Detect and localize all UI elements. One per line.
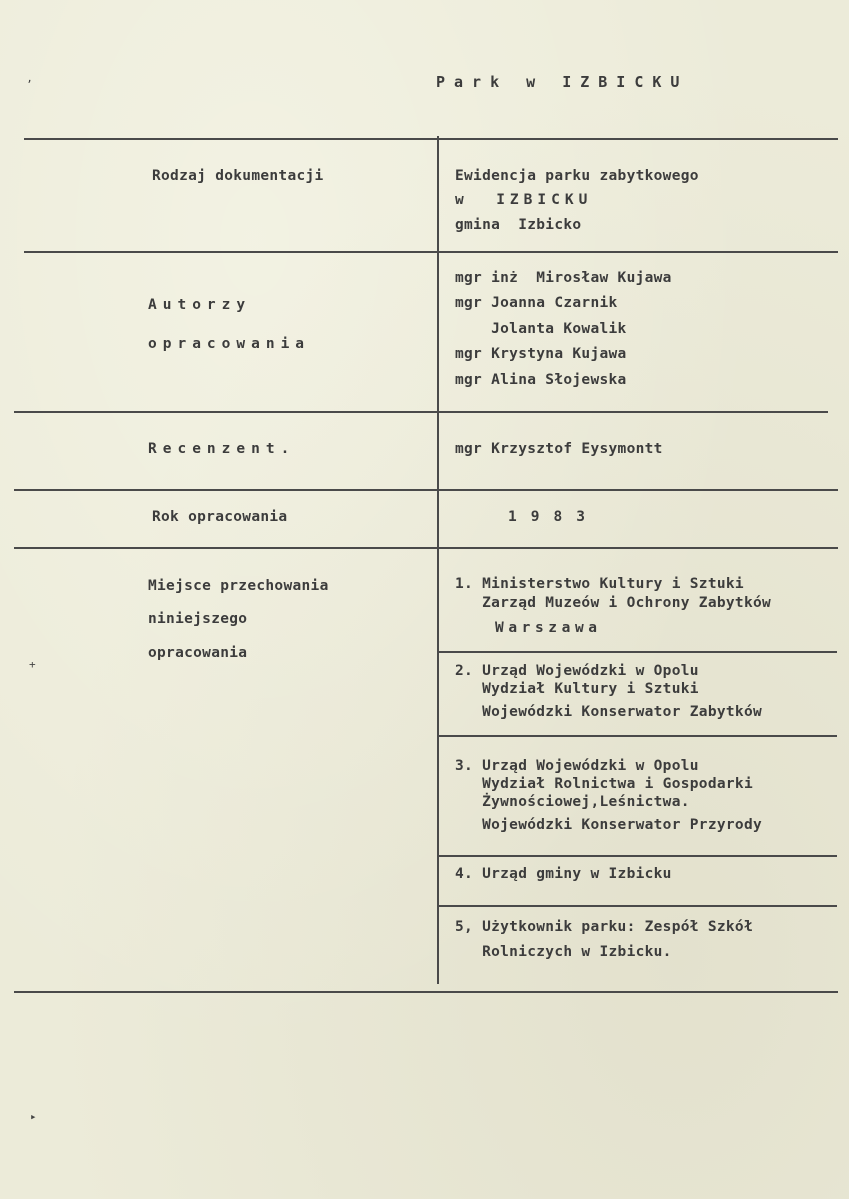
miejsce-item-1-line-2: Zarząd Muzeów i Ochrony Zabytków [455, 595, 772, 611]
miejsce-item-5-line-1: 5, Użytkownik parku: Zespół Szkół [455, 919, 753, 935]
bottom-left-mark: ▸ [30, 1110, 37, 1123]
rok-label: Rok opracowania [152, 509, 288, 525]
rodzaj-value-line-3: gmina Izbicko [455, 217, 582, 233]
recenzent-value: mgr Krzysztof Eysymontt [455, 441, 663, 457]
miejsce-label-line-1: Miejsce przechowania [148, 578, 329, 594]
rodzaj-value-line-1: Ewidencja parku zabytkowego [455, 168, 699, 184]
miejsce-item-1-line-1: 1. Ministerstwo Kultury i Sztuki [455, 576, 744, 592]
autorzy-value-line-2: mgr Joanna Czarnik [455, 295, 618, 311]
autorzy-value-line-5: mgr Alina Słojewska [455, 372, 627, 388]
recenzent-label: Recenzent. [148, 441, 296, 457]
miejsce-item-3-line-2: Wydział Rolnictwa i Gospodarki [455, 776, 753, 792]
rodzaj-value-line-2: w IZBICKU [455, 192, 593, 208]
miejsce-label-line-2: niniejszego [148, 611, 248, 627]
sub-rule-1 [437, 651, 837, 653]
sub-rule-4 [437, 905, 837, 907]
miejsce-item-2-line-3: Wojewódzki Konserwator Zabytków [455, 704, 763, 720]
miejsce-item-2-line-1: 2. Urząd Wojewódzki w Opolu [455, 663, 699, 679]
sub-rule-3 [437, 855, 837, 857]
autorzy-label-line-1: Autorzy [148, 297, 252, 313]
miejsce-item-3-line-1: 3. Urząd Wojewódzki w Opolu [455, 758, 699, 774]
autorzy-label-line-2: opracowania [148, 336, 311, 352]
miejsce-item-1-line-3: Warszawa [455, 620, 602, 636]
row-rule-3 [14, 489, 838, 491]
miejsce-item-4-line-1: 4. Urząd gminy w Izbicku [455, 866, 672, 882]
miejsce-item-3-line-4: Wojewódzki Konserwator Przyrody [455, 817, 763, 833]
table-top-rule [24, 138, 838, 140]
row-rule-2 [14, 411, 828, 413]
sub-rule-2 [437, 735, 837, 737]
row-rule-1 [24, 251, 838, 253]
top-left-mark: ʼ [26, 78, 33, 91]
mid-left-mark: + [29, 658, 36, 671]
row-rule-4 [14, 547, 838, 549]
miejsce-item-2-line-2: Wydział Kultury i Sztuki [455, 681, 699, 697]
autorzy-value-line-4: mgr Krystyna Kujawa [455, 346, 627, 362]
rok-value: 1983 [508, 509, 599, 525]
miejsce-label-line-3: opracowania [148, 645, 248, 661]
table-bottom-rule [14, 991, 838, 993]
rodzaj-label: Rodzaj dokumentacji [152, 168, 324, 184]
document-title: Park w IZBICKU [436, 73, 689, 91]
miejsce-item-3-line-3: Żywnościowej,Leśnictwa. [455, 794, 690, 810]
autorzy-value-line-1: mgr inż Mirosław Kujawa [455, 270, 672, 286]
autorzy-value-line-3: Jolanta Kowalik [455, 321, 627, 337]
miejsce-item-5-line-2: Rolniczych w Izbicku. [455, 944, 672, 960]
